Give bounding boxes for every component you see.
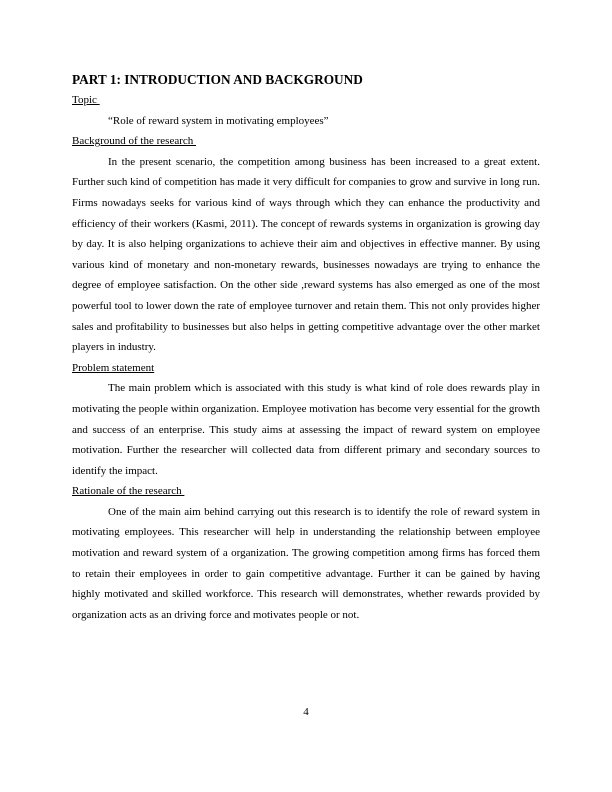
rationale-paragraph: One of the main aim behind carrying out this research is to identify the role of reward system in motivating employees. This researcher will help in understanding the relationship between employee motivation and reward system of a organization. The growing competition among firms has forced them to retain their employees in order to gain competitive advantage. Further it can be gained by having highly motivated and skilled workforce. This research will demonstrates, whether rewards provided by organization acts as an driving force and motivates people or not. — [72, 505, 540, 621]
rationale-heading: Rationale of the research — [72, 485, 185, 498]
problem-statement-paragraph: The main problem which is associated with this study is what kind of role does rewards play in motivating the people within organization. Employee motivation has become very essential for the growth and success of an enterprise. This study aims at assessing the impact of reward system on employee motivation. Further the researcher will collected data from different primary and secondary sources to identify the impact. — [72, 382, 540, 477]
section-title: PART 1: INTRODUCTION AND BACKGROUND — [72, 72, 363, 87]
background-heading: Background of the research — [72, 135, 197, 148]
background-paragraph: In the present scenario, the competition among business has been increased to a great extent. Further such kind of competition has made it very difficult for companies to grow and survive in long run. Firms nowadays seeks for various kind of ways through which they can enhance the productivity and efficiency of their workers (Kasmi, 2011). The concept of rewards systems in organization is growing day by day. It is also helping organizations to achieve their aim and objectives in effective manner. By using various kind of monetary and non-monetary rewards, businesses nowadays are trying to enhance the degree of employee satisfaction. On the other side ,reward systems has also emerged as one of the most powerful tool to lower down the rate of employee turnover and retain them. This not only provides higher sales and profitability to businesses but also helps in getting competitive advantage over the other market players in industry. — [72, 155, 540, 354]
page-number: 4 — [303, 706, 309, 718]
topic-text: “Role of reward system in motivating employees” — [108, 114, 329, 127]
topic-heading: Topic — [72, 94, 100, 106]
problem-statement-heading: Problem statement — [72, 361, 155, 374]
document-page — [72, 71, 540, 625]
